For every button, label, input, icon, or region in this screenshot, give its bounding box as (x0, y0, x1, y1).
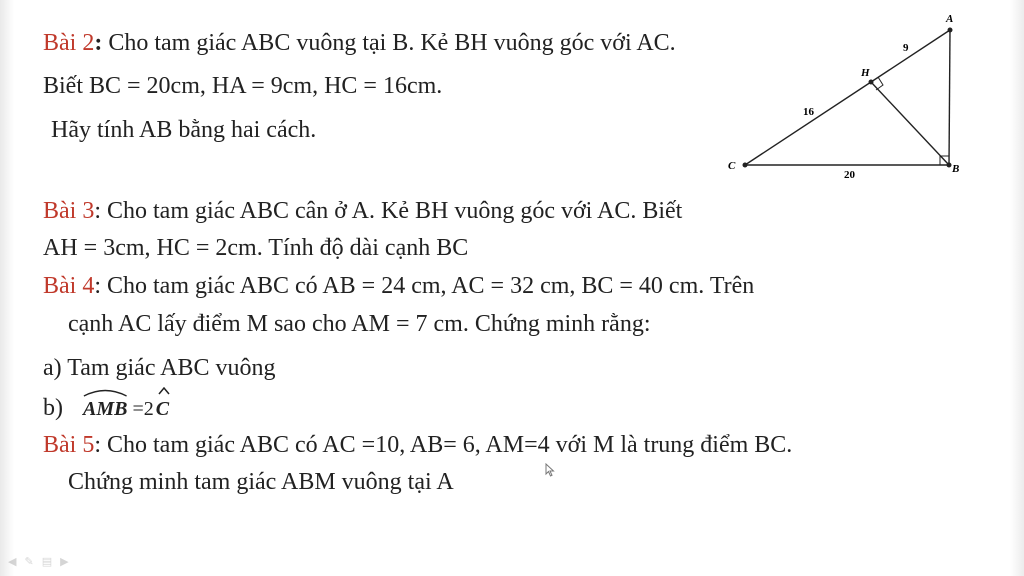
angle-eq: =2 (127, 398, 154, 420)
menu-icon[interactable]: ▤ (41, 555, 53, 568)
bai5-text1: : Cho tam giác ABC có AC =10, AB= 6, AM=4 với M là trung điểm BC. (94, 432, 793, 458)
angle-AMB (83, 394, 127, 424)
side-CA (745, 30, 950, 165)
point-C (743, 163, 748, 168)
next-icon[interactable]: ▶ (60, 555, 69, 568)
bai2-colon: : (94, 30, 103, 56)
point-A (948, 28, 953, 33)
bai3-text1: : Cho tam giác ABC cân ở A. Kẻ BH vuông góc với AC. Biết (94, 198, 683, 224)
bai3-label: Bài 3 (43, 198, 95, 224)
bai2-line3: Hãy tính AB bằng hai cách. (51, 117, 317, 143)
label-H: H (861, 67, 870, 79)
triangle-figure (720, 8, 975, 188)
segment-BH (871, 82, 949, 165)
angle-C-text: C (155, 398, 170, 420)
bai5-label: Bài 5 (43, 432, 95, 458)
length-HC: 16 (803, 106, 814, 118)
length-BC: 20 (844, 169, 855, 181)
label-B: B (952, 163, 960, 175)
slideshow-toolbar (8, 555, 69, 568)
pen-icon[interactable]: ✎ (24, 555, 34, 568)
bai4-line1 (43, 271, 754, 301)
bai3-line2: AH = 3cm, HC = 2cm. Tính độ dài cạnh BC (43, 235, 469, 261)
bai4-line2: cạnh AC lấy điểm M sao cho AM = 7 cm. Chứng minh rằng: (68, 311, 651, 337)
label-C: C (728, 160, 736, 172)
hat-icon (158, 387, 170, 395)
angle-arc-icon (83, 389, 127, 397)
bai5-line1 (43, 430, 792, 460)
angle-AMB-text: AMB (83, 398, 128, 420)
bai4-part-a: a) Tam giác ABC vuông (43, 355, 276, 381)
length-HA: 9 (903, 42, 909, 54)
point-H (869, 80, 874, 85)
bai2-label: Bài 2 (43, 30, 95, 56)
point-B (947, 163, 952, 168)
arrow-icon[interactable]: ◀ (8, 555, 17, 568)
bai4-text1: : Cho tam giác ABC có AB = 24 cm, AC = 32 cm, BC = 40 cm. Trên (94, 273, 755, 299)
angle-C (156, 394, 169, 424)
bai4-label: Bài 4 (43, 273, 95, 299)
label-A: A (946, 13, 954, 25)
bai2-text1: Cho tam giác ABC vuông tại B. Kẻ BH vuông góc với AC. (102, 30, 676, 56)
slide-edge-left (0, 0, 17, 576)
bai2-line1 (43, 28, 676, 58)
bai5-line2: Chứng minh tam giác ABM vuông tại A (68, 469, 454, 495)
bai2-line2: Biết BC = 20cm, HA = 9cm, HC = 16cm. (43, 73, 443, 99)
bai3-line1 (43, 196, 682, 226)
slide-edge-right (1010, 0, 1024, 576)
side-AB (949, 30, 950, 165)
bai4-part-b (43, 393, 169, 424)
bai4-b-label: b) (43, 395, 63, 421)
mouse-cursor-icon (545, 463, 555, 481)
